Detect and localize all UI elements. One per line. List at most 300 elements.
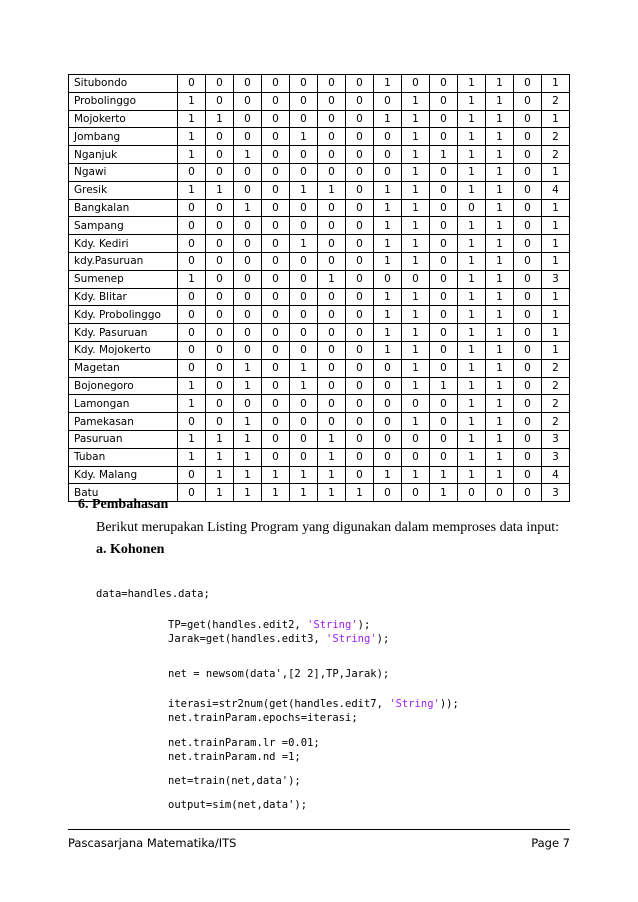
table-cell-value: 0: [514, 413, 542, 431]
table-cell-value: 0: [346, 430, 374, 448]
table-cell-value: 1: [290, 128, 318, 146]
table-cell-value: 0: [430, 270, 458, 288]
table-cell-value: 0: [318, 110, 346, 128]
table-cell-value: 0: [206, 146, 234, 164]
code-token: );: [357, 619, 371, 631]
table-cell-value: 3: [542, 484, 570, 502]
table-cell-value: 1: [178, 181, 206, 199]
table-cell-value: 1: [318, 466, 346, 484]
table-cell-value: 0: [514, 181, 542, 199]
table-cell-value: 0: [374, 448, 402, 466]
table-cell-value: 1: [486, 128, 514, 146]
table-cell-value: 1: [402, 341, 430, 359]
table-cell-value: 0: [262, 341, 290, 359]
table-cell-value: 0: [318, 75, 346, 93]
table-cell-value: 1: [234, 430, 262, 448]
table-cell-value: 0: [346, 235, 374, 253]
table-row: [69, 270, 570, 288]
table-cell-value: 0: [234, 128, 262, 146]
table-cell-value: 0: [262, 377, 290, 395]
table-cell-value: 0: [234, 110, 262, 128]
table-cell-value: 1: [458, 146, 486, 164]
table-cell-value: 1: [542, 235, 570, 253]
table-cell-value: 0: [514, 92, 542, 110]
table-cell-value: 1: [486, 341, 514, 359]
table-row: [69, 110, 570, 128]
table-cell-value: 0: [430, 181, 458, 199]
code-token: );: [376, 633, 390, 645]
code-token: net=train(net,data');: [168, 775, 301, 787]
table-cell-value: 2: [542, 395, 570, 413]
table-cell-value: 0: [234, 92, 262, 110]
table-cell-value: 1: [374, 181, 402, 199]
table-cell-value: 1: [486, 199, 514, 217]
table-cell-value: 0: [318, 217, 346, 235]
table-cell-value: 1: [234, 466, 262, 484]
table-cell-value: 0: [178, 288, 206, 306]
table-cell-value: 0: [430, 92, 458, 110]
table-cell-value: 1: [486, 181, 514, 199]
table-cell-value: 1: [402, 92, 430, 110]
table-cell-value: 0: [346, 75, 374, 93]
table-cell-value: 0: [514, 146, 542, 164]
table-cell-value: 0: [318, 92, 346, 110]
table-cell-region: Kdy. Kediri: [69, 235, 178, 253]
table-cell-value: 1: [486, 270, 514, 288]
table-cell-value: 0: [206, 341, 234, 359]
table-cell-value: 0: [430, 235, 458, 253]
table-cell-value: 0: [206, 128, 234, 146]
table-cell-value: 0: [514, 377, 542, 395]
table-cell-value: 1: [262, 484, 290, 502]
table-cell-value: 1: [318, 270, 346, 288]
table-cell-value: 1: [318, 448, 346, 466]
table-cell-value: 0: [318, 324, 346, 342]
code-line: [168, 619, 370, 632]
code-token: net = newsom(data',[2 2],TP,Jarak);: [168, 668, 390, 680]
table-cell-value: 0: [458, 199, 486, 217]
code-line: [168, 799, 307, 812]
table-cell-value: 0: [290, 252, 318, 270]
table-row: [69, 430, 570, 448]
table-cell-value: 0: [290, 75, 318, 93]
table-cell-value: 0: [346, 146, 374, 164]
table-cell-value: 1: [486, 288, 514, 306]
table-cell-value: 0: [318, 199, 346, 217]
table-cell-region: Probolinggo: [69, 92, 178, 110]
table-cell-value: 0: [318, 395, 346, 413]
table-cell-value: 0: [178, 324, 206, 342]
table-cell-value: 1: [402, 217, 430, 235]
table-cell-value: 0: [262, 306, 290, 324]
code-line: [168, 751, 301, 764]
table-cell-value: 0: [318, 128, 346, 146]
table-cell-value: 1: [402, 199, 430, 217]
table-cell-value: 0: [234, 288, 262, 306]
table-cell-region: Pamekasan: [69, 413, 178, 431]
table-cell-value: 1: [178, 92, 206, 110]
table-cell-value: 0: [514, 466, 542, 484]
table-cell-value: 0: [374, 146, 402, 164]
table-row: [69, 377, 570, 395]
table-cell-region: Mojokerto: [69, 110, 178, 128]
table-cell-value: 0: [262, 359, 290, 377]
table-cell-value: 0: [514, 128, 542, 146]
table-cell-value: 0: [262, 324, 290, 342]
table-cell-value: 0: [514, 235, 542, 253]
table-cell-value: 0: [430, 341, 458, 359]
table-row: [69, 359, 570, 377]
table-cell-value: 0: [290, 163, 318, 181]
table-cell-value: 1: [206, 181, 234, 199]
table-cell-region: Nganjuk: [69, 146, 178, 164]
table-cell-value: 0: [318, 235, 346, 253]
table-cell-value: 1: [458, 341, 486, 359]
table-cell-value: 1: [402, 288, 430, 306]
table-cell-value: 0: [206, 395, 234, 413]
table-cell-value: 0: [374, 377, 402, 395]
table-cell-value: 0: [178, 484, 206, 502]
table-cell-value: 0: [262, 163, 290, 181]
table-cell-value: 0: [430, 110, 458, 128]
table-cell-value: 1: [542, 110, 570, 128]
table-cell-value: 1: [542, 306, 570, 324]
table-cell-region: Kdy. Probolinggo: [69, 306, 178, 324]
table-row: [69, 324, 570, 342]
table-cell-value: 1: [542, 163, 570, 181]
table-cell-value: 0: [346, 270, 374, 288]
table-cell-value: 1: [542, 324, 570, 342]
table-cell-value: 0: [262, 92, 290, 110]
table-cell-value: 1: [402, 324, 430, 342]
table-cell-region: kdy.Pasuruan: [69, 252, 178, 270]
table-row: [69, 199, 570, 217]
data-table-body: [69, 75, 570, 502]
table-cell-value: 0: [178, 466, 206, 484]
table-cell-value: 1: [542, 252, 570, 270]
table-cell-value: 0: [234, 252, 262, 270]
table-cell-region: Kdy. Malang: [69, 466, 178, 484]
table-row: [69, 75, 570, 93]
table-cell-value: 0: [514, 306, 542, 324]
code-token: net.trainParam.epochs=iterasi;: [168, 712, 358, 724]
table-cell-value: 1: [374, 75, 402, 93]
table-cell-value: 0: [430, 75, 458, 93]
table-cell-value: 0: [318, 413, 346, 431]
table-cell-value: 2: [542, 413, 570, 431]
table-cell-value: 0: [206, 235, 234, 253]
table-cell-value: 1: [234, 377, 262, 395]
table-cell-value: 0: [206, 199, 234, 217]
table-cell-value: 0: [262, 288, 290, 306]
table-cell-value: 1: [178, 448, 206, 466]
code-token: ));: [439, 698, 459, 710]
table-cell-region: Bangkalan: [69, 199, 178, 217]
table-cell-region: Situbondo: [69, 75, 178, 93]
table-cell-value: 0: [374, 413, 402, 431]
section-intro: Berikut merupakan Listing Program yang digunakan dalam memproses data input:: [96, 520, 560, 535]
table-cell-value: 2: [542, 128, 570, 146]
table-cell-value: 0: [234, 341, 262, 359]
table-cell-value: 0: [514, 324, 542, 342]
table-cell-value: 0: [374, 430, 402, 448]
table-cell-value: 1: [374, 466, 402, 484]
table-cell-value: 0: [346, 128, 374, 146]
table-cell-value: 1: [206, 484, 234, 502]
table-cell-region: Kdy. Blitar: [69, 288, 178, 306]
table-cell-value: 4: [542, 466, 570, 484]
table-cell-value: 1: [458, 359, 486, 377]
table-cell-value: 0: [346, 199, 374, 217]
table-cell-value: 0: [290, 146, 318, 164]
table-cell-value: 1: [206, 466, 234, 484]
table-cell-value: 0: [514, 288, 542, 306]
table-cell-value: 1: [402, 466, 430, 484]
table-cell-value: 0: [318, 252, 346, 270]
table-cell-value: 0: [430, 448, 458, 466]
table-cell-value: 0: [290, 288, 318, 306]
table-cell-value: 0: [374, 484, 402, 502]
table-cell-value: 0: [178, 252, 206, 270]
table-cell-value: 1: [486, 235, 514, 253]
table-cell-value: 0: [262, 413, 290, 431]
code-line: [168, 775, 301, 788]
table-cell-value: 0: [206, 288, 234, 306]
table-cell-value: 0: [346, 217, 374, 235]
table-cell-value: 1: [290, 484, 318, 502]
code-string-literal: 'String': [389, 698, 440, 710]
table-cell-value: 1: [542, 199, 570, 217]
table-cell-value: 0: [402, 270, 430, 288]
table-cell-value: 0: [178, 163, 206, 181]
table-cell-value: 0: [346, 324, 374, 342]
table-cell-value: 0: [514, 270, 542, 288]
table-cell-value: 1: [458, 306, 486, 324]
data-table-container: [68, 74, 570, 502]
table-cell-value: 0: [290, 199, 318, 217]
table-cell-value: 0: [430, 395, 458, 413]
table-cell-value: 0: [514, 359, 542, 377]
table-cell-value: 0: [514, 199, 542, 217]
table-cell-value: 0: [178, 306, 206, 324]
table-cell-value: 1: [374, 110, 402, 128]
table-cell-value: 4: [542, 181, 570, 199]
table-cell-value: 1: [458, 288, 486, 306]
table-row: [69, 128, 570, 146]
table-cell-value: 1: [178, 377, 206, 395]
table-cell-value: 1: [262, 466, 290, 484]
table-cell-value: 1: [430, 484, 458, 502]
table-cell-value: 1: [206, 430, 234, 448]
table-cell-value: 1: [402, 413, 430, 431]
code-token: output=sim(net,data');: [168, 799, 308, 811]
table-cell-value: 0: [290, 448, 318, 466]
table-row: [69, 163, 570, 181]
table-cell-value: 1: [318, 484, 346, 502]
table-cell-value: 0: [290, 306, 318, 324]
table-cell-value: 1: [234, 359, 262, 377]
table-cell-value: 0: [402, 484, 430, 502]
table-cell-value: 0: [430, 217, 458, 235]
table-cell-value: 0: [262, 270, 290, 288]
table-cell-value: 0: [514, 341, 542, 359]
table-cell-value: 0: [374, 92, 402, 110]
table-cell-region: Kdy. Mojokerto: [69, 341, 178, 359]
table-cell-value: 1: [402, 181, 430, 199]
table-cell-value: 1: [486, 359, 514, 377]
table-cell-value: 1: [178, 430, 206, 448]
table-row: [69, 306, 570, 324]
table-cell-value: 0: [430, 430, 458, 448]
table-cell-value: 1: [206, 110, 234, 128]
table-cell-value: 2: [542, 359, 570, 377]
table-cell-value: 1: [542, 341, 570, 359]
table-cell-value: 0: [178, 217, 206, 235]
table-cell-value: 1: [178, 110, 206, 128]
table-cell-value: 0: [346, 288, 374, 306]
table-cell-value: 1: [486, 430, 514, 448]
table-cell-value: 0: [514, 110, 542, 128]
table-cell-value: 0: [402, 448, 430, 466]
code-token: iterasi=str2num(get(handles.edit7,: [168, 698, 390, 710]
table-cell-region: Sumenep: [69, 270, 178, 288]
table-cell-value: 0: [346, 92, 374, 110]
table-cell-value: 0: [346, 413, 374, 431]
table-cell-value: 0: [514, 75, 542, 93]
table-row: [69, 252, 570, 270]
table-cell-value: 0: [206, 413, 234, 431]
table-cell-value: 0: [318, 288, 346, 306]
table-cell-value: 0: [430, 324, 458, 342]
table-cell-value: 0: [430, 199, 458, 217]
table-cell-value: 0: [346, 306, 374, 324]
table-cell-value: 0: [206, 163, 234, 181]
table-cell-value: 0: [206, 92, 234, 110]
table-cell-value: 1: [178, 128, 206, 146]
table-cell-value: 1: [486, 413, 514, 431]
table-cell-value: 1: [486, 448, 514, 466]
table-cell-value: 0: [262, 448, 290, 466]
table-cell-value: 0: [318, 163, 346, 181]
table-cell-value: 0: [290, 430, 318, 448]
table-cell-value: 1: [402, 110, 430, 128]
table-cell-region: Pasuruan: [69, 430, 178, 448]
table-cell-value: 0: [346, 395, 374, 413]
table-cell-value: 3: [542, 430, 570, 448]
table-cell-value: 0: [374, 359, 402, 377]
table-cell-value: 0: [318, 306, 346, 324]
table-cell-value: 0: [206, 324, 234, 342]
table-cell-value: 0: [346, 359, 374, 377]
table-cell-value: 1: [402, 377, 430, 395]
table-cell-value: 0: [374, 128, 402, 146]
table-cell-region: Sampang: [69, 217, 178, 235]
code-token: Jarak=get(handles.edit3,: [168, 633, 327, 645]
table-cell-value: 0: [178, 199, 206, 217]
table-cell-value: 1: [458, 324, 486, 342]
table-row: [69, 92, 570, 110]
table-cell-value: 1: [402, 306, 430, 324]
table-cell-value: 1: [290, 377, 318, 395]
table-cell-value: 0: [178, 75, 206, 93]
table-cell-value: 1: [542, 217, 570, 235]
table-cell-value: 1: [346, 484, 374, 502]
table-cell-value: 1: [234, 448, 262, 466]
table-cell-value: 1: [374, 324, 402, 342]
code-line: [168, 668, 389, 681]
table-cell-value: 0: [206, 217, 234, 235]
table-cell-value: 0: [514, 163, 542, 181]
table-cell-region: Bojonegoro: [69, 377, 178, 395]
table-cell-value: 0: [290, 110, 318, 128]
table-cell-value: 1: [486, 163, 514, 181]
table-cell-value: 0: [346, 341, 374, 359]
table-cell-value: 0: [514, 252, 542, 270]
table-cell-value: 0: [234, 235, 262, 253]
table-cell-value: 1: [458, 395, 486, 413]
table-cell-value: 1: [458, 75, 486, 93]
code-line: [96, 588, 210, 601]
table-cell-value: 0: [430, 288, 458, 306]
table-cell-value: 1: [374, 217, 402, 235]
table-cell-value: 1: [458, 110, 486, 128]
table-cell-value: 0: [262, 235, 290, 253]
code-token: net.trainParam.lr =0.01;: [168, 737, 320, 749]
table-cell-value: 0: [290, 341, 318, 359]
table-cell-value: 1: [318, 430, 346, 448]
table-cell-value: 1: [542, 288, 570, 306]
table-cell-value: 0: [318, 377, 346, 395]
table-cell-value: 0: [262, 395, 290, 413]
table-cell-value: 0: [514, 430, 542, 448]
table-cell-value: 0: [514, 484, 542, 502]
table-cell-value: 1: [458, 413, 486, 431]
table-cell-value: 1: [402, 235, 430, 253]
code-line: [168, 633, 389, 646]
table-cell-value: 0: [430, 163, 458, 181]
table-cell-value: 0: [290, 270, 318, 288]
table-cell-value: 0: [346, 377, 374, 395]
table-cell-region: Kdy. Pasuruan: [69, 324, 178, 342]
table-row: [69, 341, 570, 359]
table-cell-value: 1: [430, 146, 458, 164]
table-cell-value: 0: [234, 270, 262, 288]
table-cell-value: 0: [178, 413, 206, 431]
table-cell-value: 1: [234, 484, 262, 502]
table-cell-value: 0: [262, 199, 290, 217]
table-cell-value: 1: [486, 110, 514, 128]
table-cell-value: 0: [374, 270, 402, 288]
table-row: [69, 146, 570, 164]
table-cell-value: 1: [430, 377, 458, 395]
code-token: net.trainParam.nd =1;: [168, 751, 301, 763]
table-cell-value: 0: [374, 163, 402, 181]
table-row: [69, 181, 570, 199]
code-line: [168, 712, 358, 725]
table-cell-value: 0: [318, 341, 346, 359]
table-cell-value: 1: [318, 181, 346, 199]
table-cell-value: 1: [486, 75, 514, 93]
table-cell-value: 1: [402, 146, 430, 164]
section-title: 6. Pembahasan: [78, 497, 169, 512]
table-cell-value: 0: [262, 128, 290, 146]
table-cell-value: 1: [486, 92, 514, 110]
table-cell-value: 0: [318, 146, 346, 164]
table-cell-value: 1: [486, 466, 514, 484]
table-cell-value: 0: [290, 217, 318, 235]
table-cell-value: 0: [486, 484, 514, 502]
table-row: [69, 288, 570, 306]
